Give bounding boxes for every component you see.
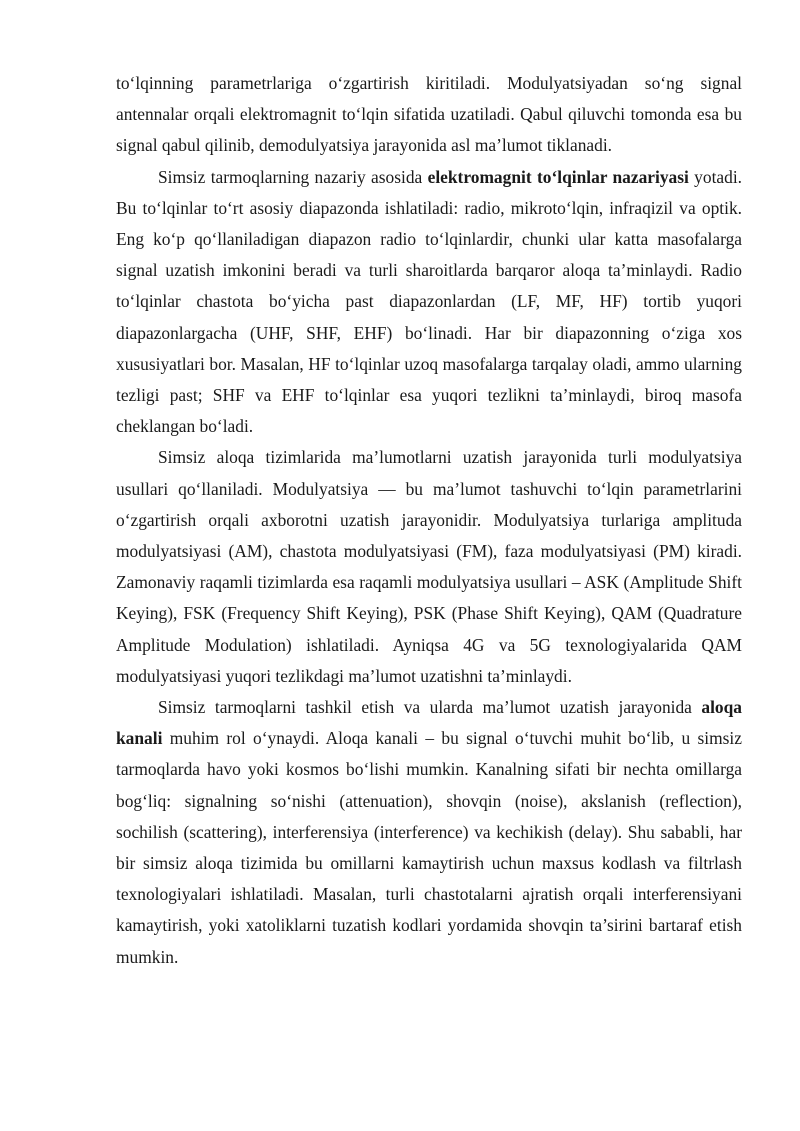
paragraph-3-text: Simsiz aloqa tizimlarida ma’lumotlarni uzatish jarayonida turli modulyatsiya usullari qo‘llaniladi. Modulyatsiya — bu ma’lumot tashuvchi to‘lqin parametrlarini o‘zgartirish orqali axborotni uzatish jarayonidir. Modulyatsiya turlariga amplituda modulyatsiyasi (AM), chastota modulyatsiyasi (FM), faza modulyatsiyasi (PM) kiradi. Zamonaviy raqamli tizimlarda esa raqamli modulyatsiya usullari – ASK (Amplitude Shift Keying), FSK (Frequency Shift Keying), PSK (Phase Shift Keying), QAM (Quadrature Amplitude Modulation) ishlatiladi. Ayniqsa 4G va 5G texnologiyalarida QAM modulyatsiyasi yuqori tezlikdagi ma’lumot uzatishni ta’minlaydi.: [116, 447, 742, 686]
paragraph-3: [116, 442, 742, 692]
paragraph-4: [116, 692, 742, 973]
paragraph-1-text: to‘lqinning parametrlariga o‘zgartirish kiritiladi. Modulyatsiyadan so‘ng signal antennalar orqali elektromagnit to‘lqin sifatida uzatiladi. Qabul qiluvchi tomonda esa bu signal qabul qilinib, demodulyatsiya jarayonida asl ma’lumot tiklanadi.: [116, 73, 742, 156]
paragraph-2-bold-term: elektromagnit to‘lqinlar nazariyasi: [427, 166, 689, 187]
paragraph-4-text-start: Simsiz tarmoqlarni tashkil etish va ularda ma’lumot uzatish jarayonida: [158, 697, 702, 718]
paragraph-4-text-rest: muhim rol o‘ynaydi. Aloqa kanali – bu signal o‘tuvchi muhit bo‘lib, u simsiz tarmoqlarda havo yoki kosmos bo‘lishi mumkin. Kanalning sifati bir nechta omillarga bog‘liq: signalning so‘nishi (attenuation), shovqin (noise), akslanish (reflection), sochilish (scattering), interferensiya (interference) va kechikish (delay). Shu sababli, har bir simsiz aloqa tizimida bu omillarni kamaytirish uchun maxsus kodlash va filtrlash texnologiyalari ishlatiladi. Masalan, turli chastotalarni ajratish orqali interferensiyani kamaytirish, yoki xatoliklarni tuzatish kodlari yordamida shovqin ta’sirini bartaraf etish mumkin.: [116, 728, 742, 967]
paragraph-2-text-start: Simsiz tarmoqlarning nazariy asosida: [158, 166, 428, 187]
paragraph-4-bold-term: aloqa kanali: [116, 697, 742, 749]
paragraph-1: [116, 68, 742, 162]
paragraph-2-text-rest: yotadi. Bu to‘lqinlar to‘rt asosiy diapazonda ishlatiladi: radio, mikroto‘lqin, infraqizil va optik. Eng ko‘p qo‘llaniladigan diapazon radio to‘lqinlardir, chunki ular katta masofalarga signal uzatish imkonini beradi va turli sharoitlarda barqaror aloqa ta’minlaydi. Radio to‘lqinlar chastota bo‘yicha past diapazonlardan (LF, MF, HF) tortib yuqori diapazonlargacha (UHF, SHF, EHF) bo‘linadi. Har bir diapazonning o‘ziga xos xususiyatlari bor. Masalan, HF to‘lqinlar uzoq masofalarga tarqalay oladi, ammo ularning tezligi past; SHF va EHF to‘lqinlar esa yuqori tezlikni ta’minlaydi, biroq masofa cheklangan bo‘ladi.: [116, 166, 743, 437]
document-page: [116, 68, 742, 973]
paragraph-2: [116, 162, 742, 443]
